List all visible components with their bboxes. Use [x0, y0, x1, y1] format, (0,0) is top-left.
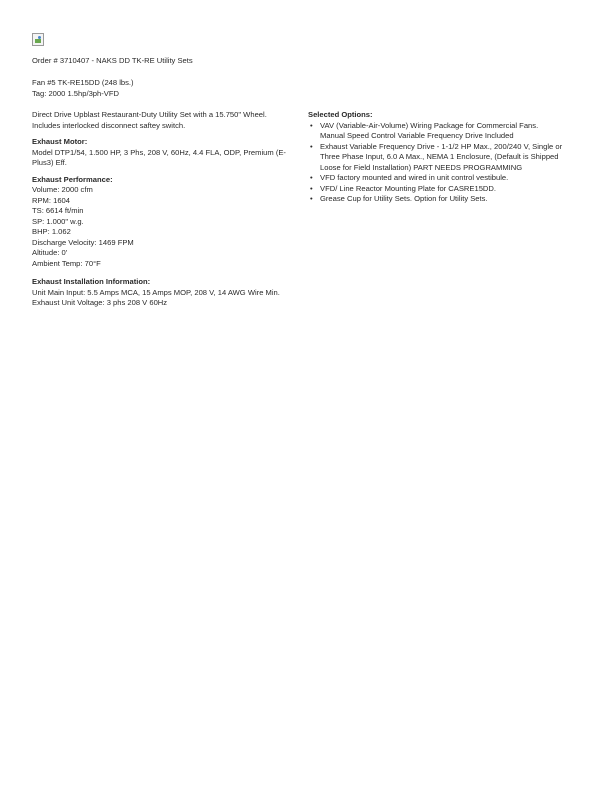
unit-description: Direct Drive Upblast Restaurant-Duty Utility Set with a 15.750" Wheel. Includes interlocked disconnect saftey switch. [32, 110, 267, 130]
option-text: Exhaust Variable Frequency Drive - 1-1/2 HP Max., 200/240 V, Single or Three Phase Input, 6.0 A Max., NEMA 1 Enclosure, (Default is Shipped Loose for Field Installation) PART NEEDS PROGRAMMING [320, 141, 563, 172]
option-item [308, 121, 564, 142]
fan-line: Fan #5 TK-RE15DD (248 lbs.) [32, 78, 134, 87]
option-text: VFD factory mounted and wired in unit control vestibule. [320, 173, 509, 182]
option-item [308, 184, 564, 195]
option-item [308, 142, 564, 174]
performance-ts: TS: 6614 ft/min [32, 206, 84, 215]
performance-rpm: RPM: 1604 [32, 195, 70, 205]
bullet-icon: • [310, 120, 313, 130]
performance-sp: SP: 1.000" w.g. [32, 216, 84, 226]
bullet-icon: • [310, 194, 313, 203]
performance-ambient-temp: Ambient Temp: 70°F [32, 258, 101, 268]
exhaust-performance-heading: Exhaust Performance: [32, 174, 113, 184]
exhaust-installation-section [32, 277, 294, 309]
image-placeholder-sun [38, 36, 41, 39]
installation-unit-voltage: Exhaust Unit Voltage: 3 phs 208 V 60Hz [32, 298, 168, 307]
selected-options-heading: Selected Options: [308, 110, 373, 119]
performance-altitude: Altitude: 0' [32, 248, 68, 257]
image-placeholder-hill [35, 39, 41, 43]
exhaust-motor-section [32, 137, 294, 169]
performance-volume: Volume: 2000 cfm [32, 185, 93, 194]
bullet-icon: • [310, 141, 313, 151]
order-line: Order # 3710407 - NAKS DD TK-RE Utility Sets [32, 56, 193, 65]
option-item [308, 173, 564, 184]
exhaust-installation-heading: Exhaust Installation Information: [32, 277, 151, 286]
exhaust-performance-section [32, 175, 294, 270]
performance-discharge-velocity: Discharge Velocity: 1469 FPM [32, 237, 134, 247]
right-column [308, 110, 564, 205]
option-text: VFD/ Line Reactor Mounting Plate for CASRE15DD. [320, 183, 496, 193]
tag-line: Tag: 2000 1.5hp/3ph-VFD [32, 89, 119, 98]
exhaust-motor-heading: Exhaust Motor: [32, 137, 88, 146]
performance-bhp: BHP: 1.062 [32, 227, 71, 236]
broken-image-icon [32, 33, 44, 46]
bullet-icon: • [310, 173, 313, 182]
exhaust-motor-text: Model DTP1/54, 1.500 HP, 3 Phs, 208 V, 60Hz, 4.4 FLA, ODP, Premium (E-Plus3) Eff. [32, 147, 286, 167]
bullet-icon: • [310, 183, 313, 193]
option-text: VAV (Variable-Air-Volume) Wiring Package for Commercial Fans. Manual Speed Control Variable Frequency Drive Included [320, 120, 539, 140]
option-item [308, 194, 564, 205]
left-column [32, 110, 294, 315]
selected-options-list [308, 121, 564, 205]
installation-main-input: Unit Main Input: 5.5 Amps MCA, 15 Amps MOP, 208 V, 14 AWG Wire Min. [32, 287, 280, 297]
option-text: Grease Cup for Utility Sets. Option for Utility Sets. [320, 194, 488, 203]
